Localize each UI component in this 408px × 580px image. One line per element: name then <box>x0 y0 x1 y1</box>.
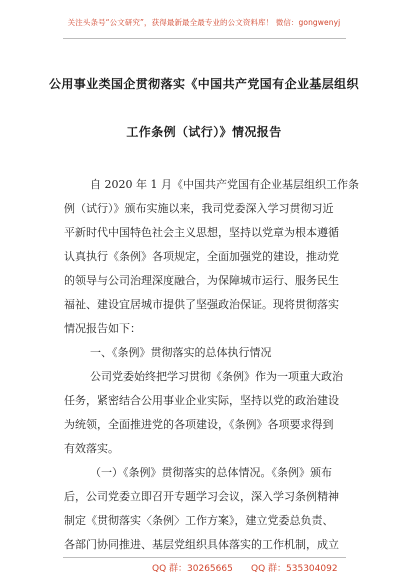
body-line: 公司党委始终把学习贯彻《条例》作为一项重大政治 <box>90 370 343 383</box>
body-line: 的领导与公司治理深度融合，为保障城市运行、服务民生 <box>64 274 339 287</box>
qq-group-1: QQ 群：30265665 <box>152 564 233 574</box>
body-line: 福祉、建设宜居城市提供了坚强政治保证。现将贯彻落实 <box>64 298 339 311</box>
body-line: 自 2020 年 1 月《中国共产党国有企业基层组织工作条 <box>90 178 359 191</box>
document-title-line-1: 公用事业类国企贯彻落实《中国共产党国有企业基层组织 <box>48 77 359 91</box>
body-line: 情况报告如下： <box>64 322 141 335</box>
footer-divider <box>63 557 346 558</box>
header-divider <box>63 38 346 39</box>
body-line: 制定《贯彻落实〈条例〉工作方案》，建立党委总负责、 <box>64 514 334 527</box>
body-line: 平新时代中国特色社会主义思想，坚持以党章为根本遵循 <box>64 226 339 239</box>
document-title-line-2: 工作条例（试行）》情况报告 <box>126 125 282 139</box>
body-line: 有效落实。 <box>64 442 119 455</box>
section-heading: 一、《条例》贯彻落实的总体执行情况 <box>90 346 272 359</box>
qq-group-2: QQ 群：535304092 <box>251 564 338 574</box>
body-line: 为统领，全面推进党的各项建设，《条例》各项要求得到 <box>64 418 334 431</box>
body-line: 后，公司党委立即召开专题学习会议，深入学习条例精神 <box>64 490 339 503</box>
body-line: 任务，紧密结合公用事业企业实际，坚持以党的政治建设 <box>64 394 339 407</box>
body-line: 认真执行《条例》各项规定，全面加强党的建设，推动党 <box>64 250 339 263</box>
promo-banner: 关注头条号“公文研究”，获得最新最全最专业的公文资料库！ 微信：gongwenyj <box>67 18 341 27</box>
body-line: 例（试行）》颁布实施以来，我司党委深入学习贯彻习近 <box>64 202 334 215</box>
subsection-line: （一）《条例》贯彻落实的总体情况。《条例》颁布 <box>90 466 332 479</box>
body-line: 各部门协同推进、基层党组织具体落实的工作机制，成立 <box>64 538 339 551</box>
